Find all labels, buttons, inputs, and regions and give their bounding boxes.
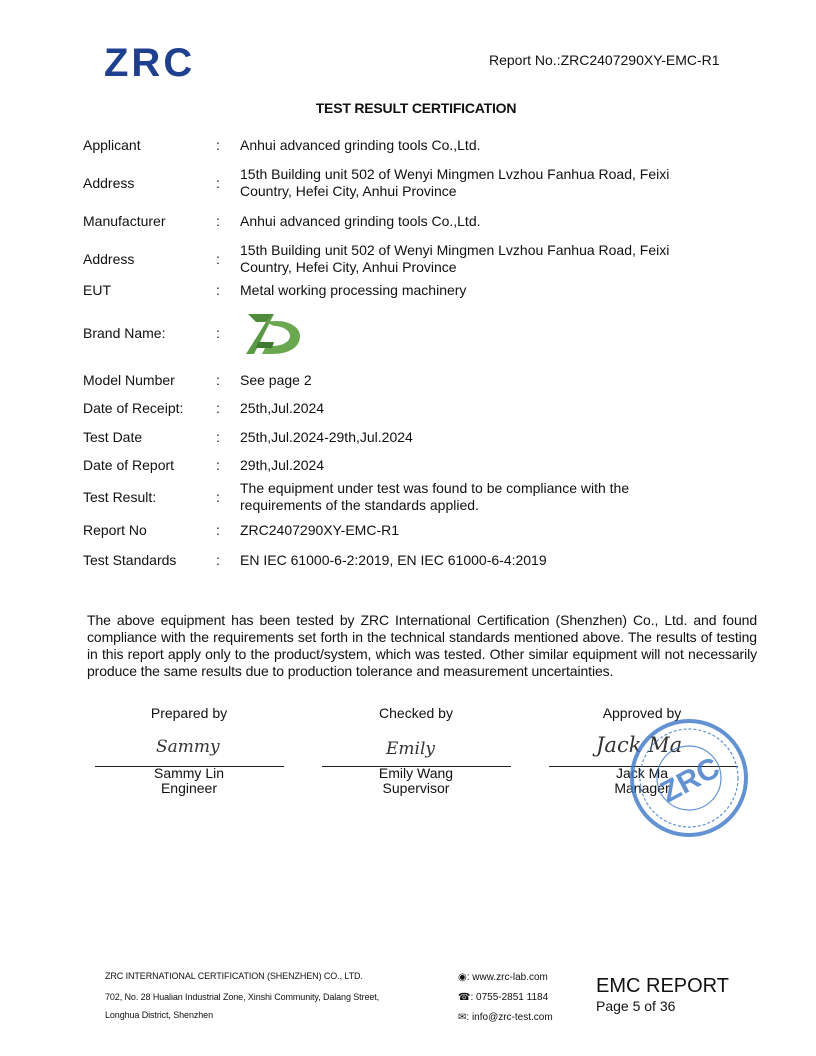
field-colon: : — [216, 372, 220, 388]
signature-emily — [380, 730, 460, 764]
field-label: EUT — [83, 282, 111, 298]
field-colon: : — [216, 489, 220, 505]
footer-phone: ☎: 0755-2851 1184 — [458, 992, 549, 1003]
field-colon: : — [216, 137, 220, 153]
signatory-role: Manager — [614, 780, 670, 796]
field-value-line1: The equipment under test was found to be compliance with the — [240, 480, 630, 496]
brand-logo-icon — [244, 308, 302, 358]
field-label: Date of Receipt: — [83, 400, 184, 416]
page-number: Page 5 of 36 — [596, 998, 676, 1014]
svg-text:Jack Ma: Jack Ma — [596, 733, 683, 757]
field-colon: : — [216, 175, 220, 191]
signatory-role: Supervisor — [382, 780, 450, 796]
footer-website: ◉: www.zrc-lab.com — [458, 972, 548, 983]
field-value: 25th,Jul.2024 — [240, 400, 325, 416]
field-value: ZRC2407290XY-EMC-R1 — [240, 522, 399, 538]
field-label: Manufacturer — [83, 213, 166, 229]
field-label: Address — [83, 175, 135, 191]
report-type: EMC REPORT — [596, 975, 729, 997]
signatory-name: Jack Ma — [615, 765, 669, 781]
report-number: Report No.:ZRC2407290XY-EMC-R1 — [489, 52, 720, 68]
signatory-role: Engineer — [160, 780, 218, 796]
mail-icon: ✉ — [458, 1012, 467, 1023]
zrc-logo — [104, 38, 208, 84]
field-colon: : — [216, 282, 220, 298]
footer-company: ZRC INTERNATIONAL CERTIFICATION (SHENZHEN) CO., LTD. — [105, 971, 363, 981]
field-value-line1: 15th Building unit 502 of Wenyi Mingmen Lvzhou Fanhua Road, Feixi — [240, 242, 670, 258]
field-label: Test Date — [83, 429, 143, 445]
field-label: Test Result: — [83, 489, 157, 505]
field-label: Test Standards — [83, 552, 177, 568]
field-label: Address — [83, 251, 135, 267]
field-label: Report No — [83, 522, 147, 538]
field-value: Anhui advanced grinding tools Co.,Ltd. — [240, 213, 481, 229]
field-label: Applicant — [83, 137, 141, 153]
field-colon: : — [216, 457, 220, 473]
field-colon: : — [216, 400, 220, 416]
field-colon: : — [216, 429, 220, 445]
svg-text:ZRC: ZRC — [655, 751, 726, 810]
field-value-line2: Country, Hefei City, Anhui Province — [240, 183, 457, 199]
signatory-name: Sammy Lin — [153, 765, 225, 781]
field-colon: : — [216, 213, 220, 229]
field-label: Model Number — [83, 372, 175, 388]
field-value-line2: requirements of the standards applied. — [240, 497, 479, 513]
compliance-statement: The above equipment has been tested by ZRC International Certification (Shenzhen) Co., Ltd. and found compliance with the requirements set forth in the technical standards mentioned above. The results of testing in this report apply only to the product/system, which was tested. Other similar equipment will not necessarily produce the same results due to production tolerance and measurement uncertainties. — [87, 612, 757, 679]
field-value-line2: Country, Hefei City, Anhui Province — [240, 259, 457, 275]
footer-email: ✉: info@zrc-test.com — [458, 1012, 553, 1023]
phone-icon: ☎ — [458, 992, 471, 1003]
signature-sammy — [150, 728, 230, 762]
field-colon: : — [216, 552, 220, 568]
field-value: EN IEC 61000-6-2:2019, EN IEC 61000-6-4:2019 — [240, 552, 547, 568]
company-stamp-icon — [626, 718, 752, 838]
signatory-name: Emily Wang — [378, 765, 454, 781]
field-value: Metal working processing machinery — [240, 282, 467, 298]
field-value-line1: 15th Building unit 502 of Wenyi Mingmen Lvzhou Fanhua Road, Feixi — [240, 166, 670, 182]
field-colon: : — [216, 251, 220, 267]
field-colon: : — [216, 522, 220, 538]
field-value: Anhui advanced grinding tools Co.,Ltd. — [240, 137, 481, 153]
field-value: 29th,Jul.2024 — [240, 457, 325, 473]
field-label: Brand Name: — [83, 325, 166, 341]
signature-heading: Checked by — [379, 705, 453, 721]
svg-text:Sammy: Sammy — [156, 737, 220, 757]
svg-text:Emily: Emily — [386, 739, 436, 759]
globe-icon: ◉ — [458, 972, 467, 983]
signature-heading: Prepared by — [150, 705, 228, 721]
field-colon: : — [216, 325, 220, 341]
footer-address-line1: 702, No. 28 Hualian Industrial Zone, Xinshi Community, Dalang Street, — [105, 992, 380, 1002]
field-value: 25th,Jul.2024-29th,Jul.2024 — [240, 429, 413, 445]
signature-heading: Approved by — [602, 705, 682, 721]
page-title: TEST RESULT CERTIFICATION — [315, 100, 517, 116]
field-value: See page 2 — [240, 372, 312, 388]
svg-text:ZRC: ZRC — [104, 41, 196, 84]
footer-address-line2: Longhua District, Shenzhen — [105, 1010, 213, 1020]
field-label: Date of Report — [83, 457, 175, 473]
